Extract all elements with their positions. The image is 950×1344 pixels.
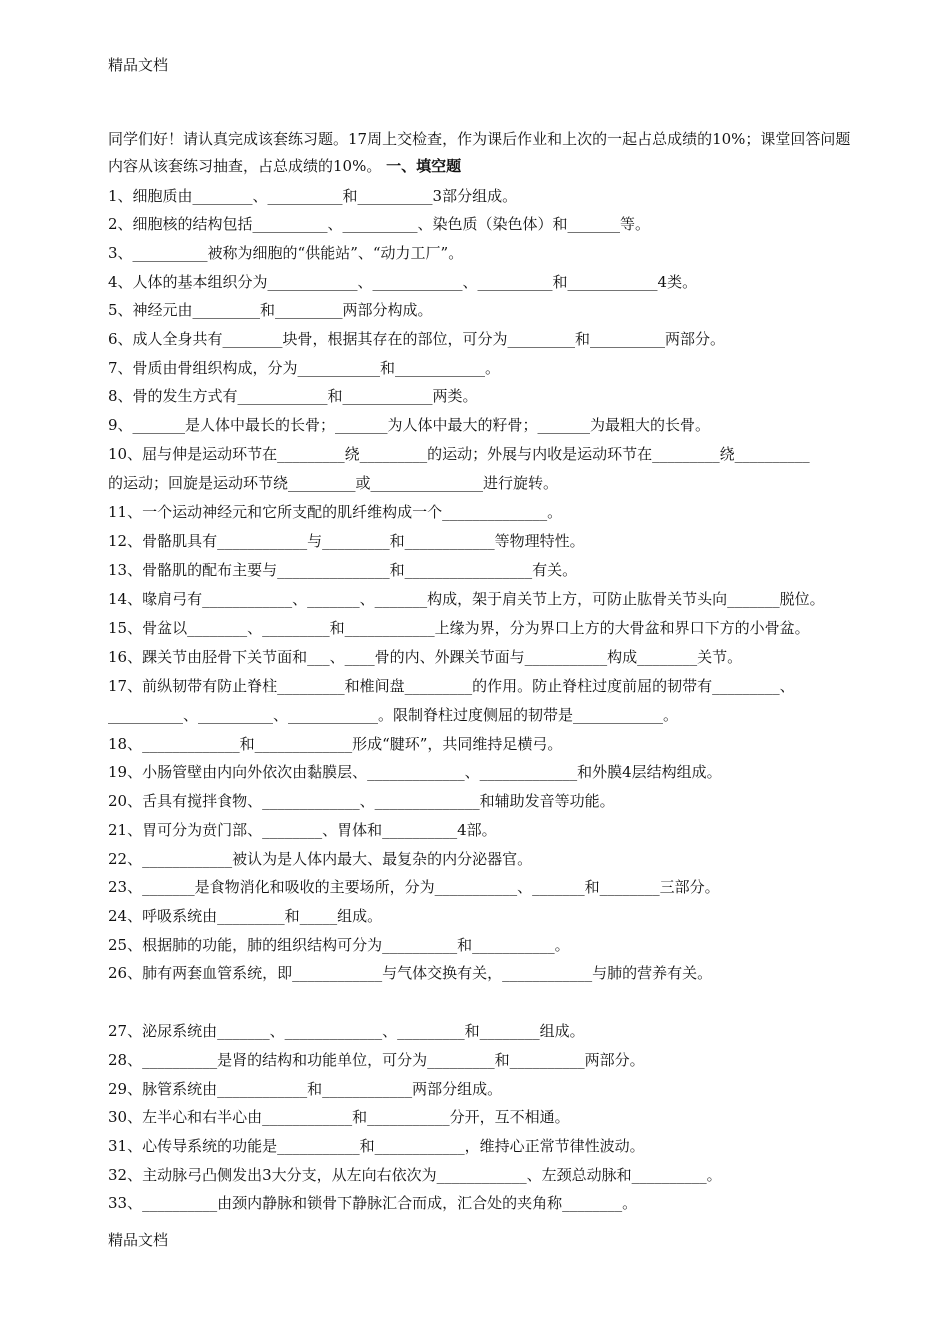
question-28: 28、__________是肾的结构和功能单位，可分为_________和__________两部分。 (108, 1051, 645, 1069)
page-header: 精品文档 (108, 56, 169, 74)
question-5: 5、神经元由_________和_________两部分构成。 (108, 301, 433, 319)
section-title: 一、填空题 (386, 157, 462, 175)
question-31: 31、心传导系统的功能是___________和____________，维持心正常节律性波动。 (108, 1137, 645, 1155)
question-24: 24、呼吸系统由_________和_____组成。 (108, 907, 383, 925)
page-footer: 精品文档 (108, 1231, 169, 1249)
question-9: 9、_______是人体中最长的长骨；_______为人体中最大的籽骨；_______为最粗大的长骨。 (108, 416, 711, 434)
question-16: 16、踝关节由胫骨下关节面和___、____骨的内、外踝关节面与___________构成________关节。 (108, 648, 743, 666)
question-15: 15、骨盆以________、_________和____________上缘为界，分为界口上方的大骨盆和界口下方的小骨盆。 (108, 619, 810, 637)
question-33: 33、__________由颈内静脉和锁骨下静脉汇合而成，汇合处的夹角称________。 (108, 1194, 638, 1212)
question-25: 25、根据肺的功能，肺的组织结构可分为__________和___________。 (108, 936, 570, 954)
question-7: 7、骨质由骨组织构成，分为___________和____________。 (108, 359, 501, 377)
question-26: 26、肺有两套血管系统，即____________与气体交换有关，____________与肺的营养有关。 (108, 964, 713, 982)
question-6: 6、成人全身共有________块骨，根据其存在的部位，可分为_________和__________两部分。 (108, 330, 726, 348)
question-22: 22、____________被认为是人体内最大、最复杂的内分泌器官。 (108, 850, 533, 868)
question-27: 27、泌尿系统由_______、_____________、_________和________组成。 (108, 1022, 585, 1040)
question-1: 1、细胞质由________、__________和__________3部分组成。 (108, 187, 518, 205)
question-8: 8、骨的发生方式有____________和____________两类。 (108, 387, 478, 405)
question-29: 29、脉管系统由____________和____________两部分组成。 (108, 1080, 503, 1098)
question-17-cont: __________、__________、____________。限制脊柱过度侧屈的韧带是____________。 (108, 706, 679, 724)
question-30: 30、左半心和右半心由____________和___________分开，互不相通。 (108, 1108, 570, 1126)
question-3: 3、__________被称为细胞的“供能站”、“动力工厂”。 (108, 244, 464, 262)
question-32: 32、主动脉弓凸侧发出3大分支，从左向右依次为____________、左颈总动脉和__________。 (108, 1166, 722, 1184)
question-4: 4、人体的基本组织分为____________、____________、__________和____________4类。 (108, 273, 698, 291)
question-10-cont: 的运动；回旋是运动环节绕_________或_______________进行旋转。 (108, 474, 559, 492)
question-11: 11、一个运动神经元和它所支配的肌纤维构成一个______________。 (108, 503, 563, 521)
intro-text: 同学们好！请认真完成该套练习题。17周上交检查，作为课后作业和上次的一起占总成绩的10%；课堂回答问题内容从该套练习抽查，占总成绩的10%。 (108, 130, 851, 175)
question-13: 13、骨骼肌的配布主要与_______________和_________________有关。 (108, 561, 578, 579)
question-10: 10、屈与伸是运动环节在_________绕_________的运动；外展与内收是运动环节在_________绕__________ (108, 445, 810, 463)
question-20: 20、舌具有搅拌食物、_____________、______________和辅助发音等功能。 (108, 792, 615, 810)
question-12: 12、骨骼肌具有____________与_________和____________等物理特性。 (108, 532, 585, 550)
question-23: 23、_______是食物消化和吸收的主要场所，分为___________、_______和________三部分。 (108, 878, 720, 896)
question-17: 17、前纵韧带有防止脊柱_________和椎间盘_________的作用。防止脊柱过度前屈的韧带有_________、 (108, 677, 795, 695)
question-21: 21、胃可分为贲门部、________、胃体和__________4部。 (108, 821, 497, 839)
question-18: 18、_____________和_____________形成“腱环”，共同维持足横弓。 (108, 735, 563, 753)
question-14: 14、喙肩弓有____________、_______、_______构成，架于肩关节上方，可防止肱骨关节头向_______脱位。 (108, 590, 825, 608)
question-19: 19、小肠管壁由内向外依次由黏膜层、_____________、_____________和外膜4层结构组成。 (108, 763, 722, 781)
intro-paragraph (108, 126, 860, 180)
question-2: 2、细胞核的结构包括__________、__________、染色质（染色体）和_______等。 (108, 215, 651, 233)
